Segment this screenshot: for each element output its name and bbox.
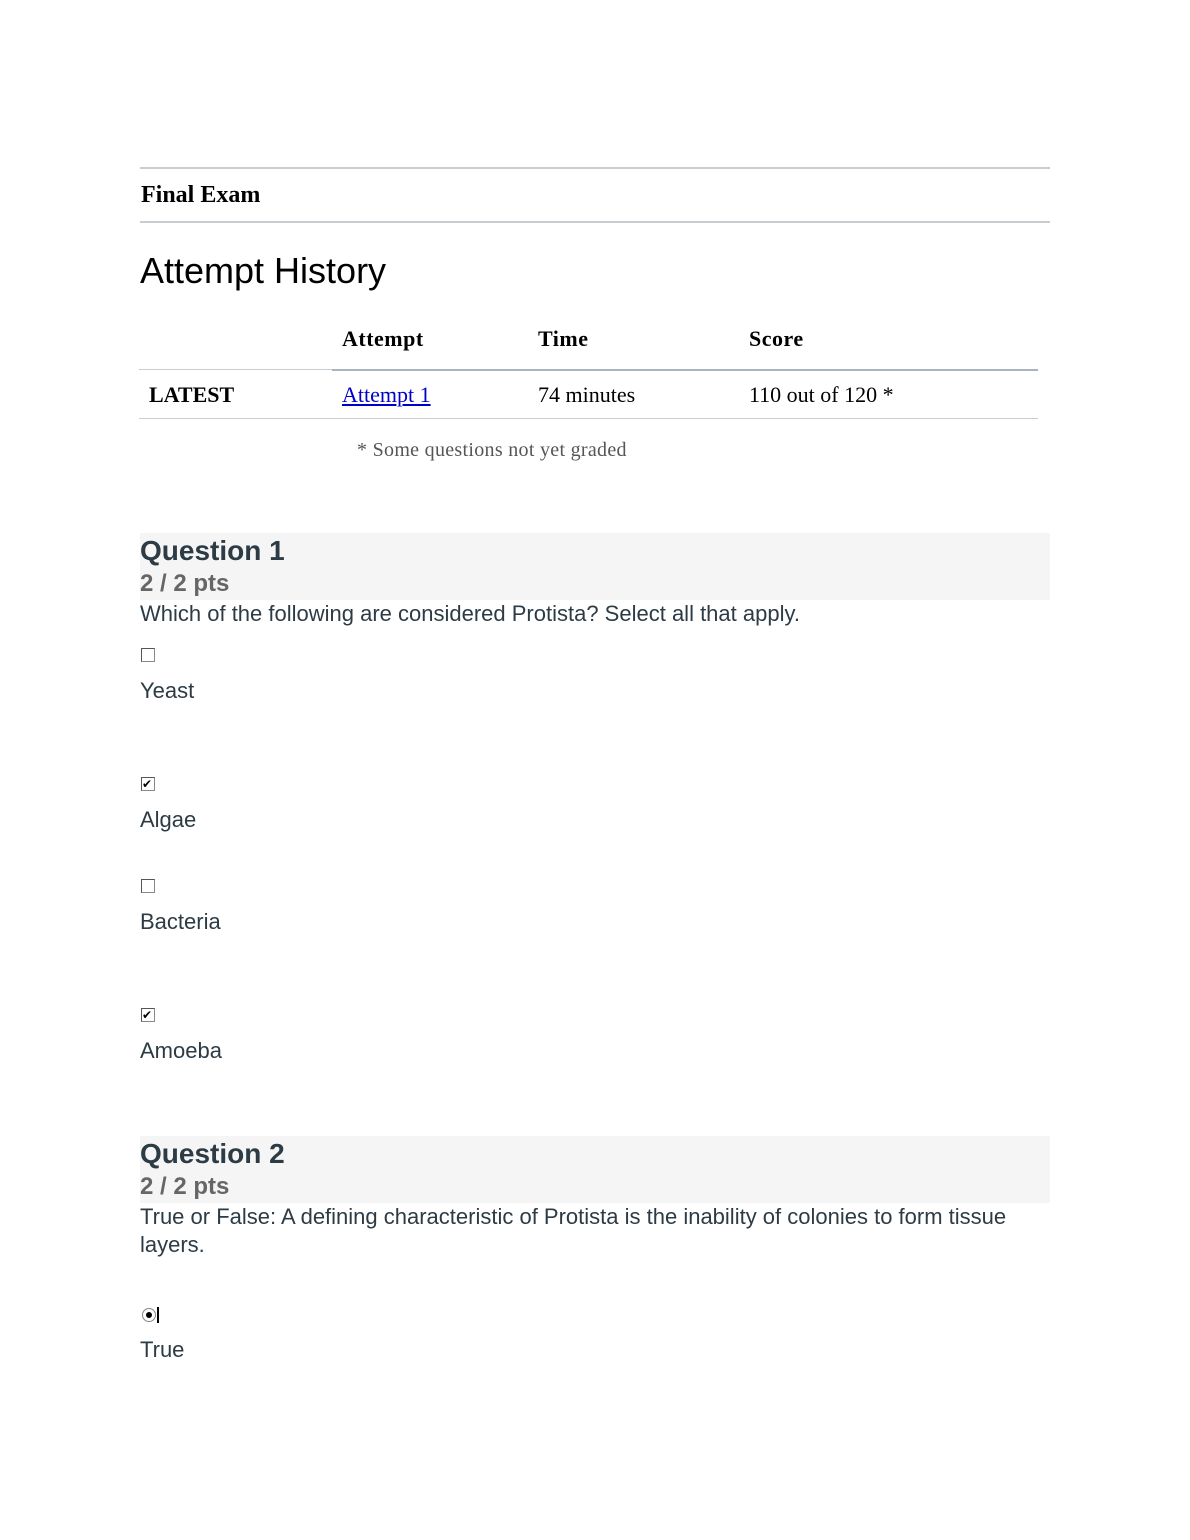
attempt-score: 110 out of 120 * bbox=[749, 382, 894, 407]
radio-focus-caret bbox=[157, 1307, 159, 1323]
option-yeast-label: Yeast bbox=[140, 678, 195, 703]
top-divider bbox=[140, 167, 1050, 169]
option-algae-label: Algae bbox=[140, 807, 197, 832]
column-header-score: Score bbox=[749, 326, 804, 351]
question-2-points: 2 / 2 pts bbox=[140, 1173, 230, 1200]
column-header-time: Time bbox=[538, 326, 589, 351]
option-amoeba-checkbox[interactable] bbox=[141, 1008, 155, 1022]
title-divider bbox=[140, 221, 1050, 223]
question-1-text: Which of the following are considered Protista? Select all that apply. bbox=[140, 601, 800, 626]
question-2-header bbox=[140, 1136, 1050, 1203]
option-amoeba-label: Amoeba bbox=[140, 1038, 222, 1063]
exam-title: Final Exam bbox=[141, 182, 261, 208]
question-2-title: Question 2 bbox=[140, 1138, 285, 1169]
column-header-attempt: Attempt bbox=[342, 326, 424, 351]
table-header-divider bbox=[139, 369, 332, 370]
option-algae-checkbox[interactable] bbox=[141, 777, 155, 791]
latest-badge: LATEST bbox=[149, 382, 235, 407]
table-row-divider bbox=[139, 418, 1038, 419]
question-1-title: Question 1 bbox=[140, 535, 285, 566]
option-yeast-checkbox[interactable] bbox=[141, 648, 155, 662]
attempt-history-heading: Attempt History bbox=[140, 250, 387, 291]
option-bacteria-label: Bacteria bbox=[140, 909, 221, 934]
attempt-time: 74 minutes bbox=[538, 382, 636, 407]
option-bacteria-checkbox[interactable] bbox=[141, 879, 155, 893]
option-true-radio[interactable] bbox=[142, 1308, 156, 1322]
attempt-link[interactable]: Attempt 1 bbox=[342, 382, 431, 407]
question-2-text: True or False: A defining characteristic of Protista is the inability of colonies to form tissue layers. bbox=[140, 1204, 1007, 1257]
question-1-points: 2 / 2 pts bbox=[140, 570, 230, 597]
option-true-label: True bbox=[140, 1337, 185, 1362]
question-1-header bbox=[140, 533, 1050, 600]
grading-footnote: * Some questions not yet graded bbox=[357, 439, 627, 461]
table-header-divider-accent bbox=[332, 369, 1038, 371]
